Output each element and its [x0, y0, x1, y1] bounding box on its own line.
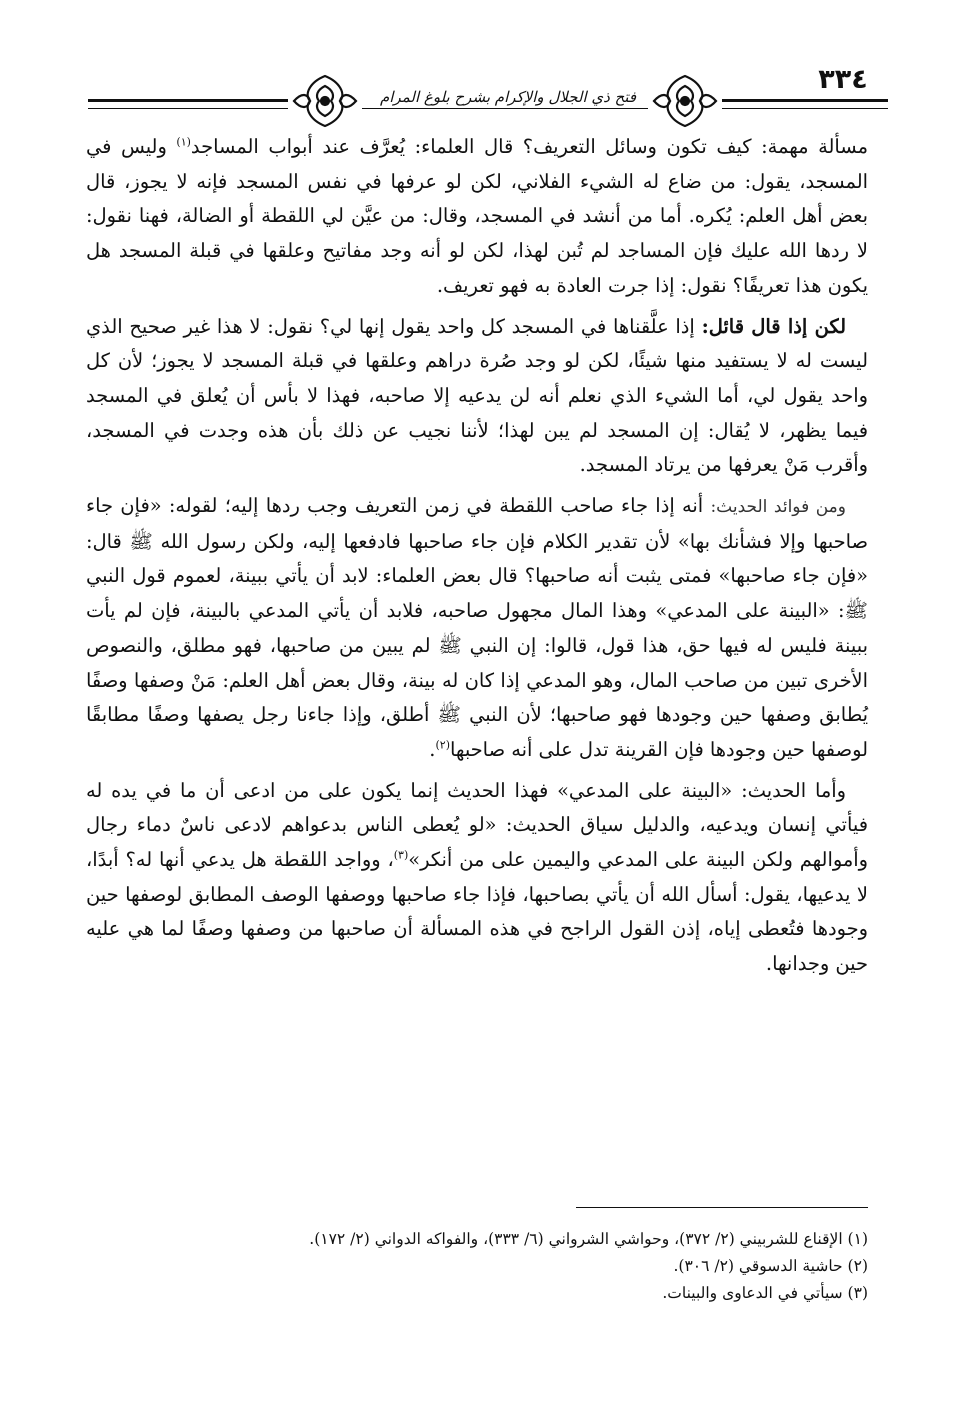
arabesque-ornament-icon [648, 70, 722, 132]
footnote-ref[interactable]: (٣) [393, 848, 409, 862]
paragraph [86, 774, 868, 982]
footnote-ref[interactable]: (٢) [435, 738, 450, 752]
footnote: (٢) حاشية الدسوقي (٢/ ٣٠٦). [673, 1257, 868, 1275]
main-text [86, 130, 868, 988]
paragraph-text-cont: وليس في المسجد، يقول: من ضاع له الشيء الفلاني، لكن لو عرفها في نفس المسجد فإنه لا يجوز، قال بعض أهل العلم: يُكره. أما من أنشد في المسجد، وقال: من عيَّن لي اللقطة أو الضالة، فهنا نقول: لا ردها الله عليك فإن المساجد لم تُبن لهذا، لكن لو أنه وجد مفاتيح وعلقها في قبلة المسجد هل يكون هذا تعريفًا؟ نقول: إذا جرت العادة به فهو تعريف. [86, 135, 868, 297]
paragraph-text-cont: . [429, 737, 436, 761]
footnote: (١) الإقناع للشربيني (٢/ ٣٧٢)، وحواشي الشرواني (٦/ ٣٣٣)، والفواكه الدواني (٢/ ١٧٢). [309, 1230, 868, 1248]
paragraph-text: إذا علَّقناها في المسجد كل واحد يقول إنها لي؟ نقول: لا هذا غير صحيح الذي ليست له لا يستفيد منها شيئًا، لكن لو وجد صُرة دراهم وعلقها في قبلة المسجد لا يجوز؛ لأن كل واحد يقول لي، أما الشيء الذي نعلم أنه لن يدعيه إلا صاحبه، فهذا لا بأس أن يُعلق في المسجد فيما يظهر، لا يُقال: إن المسجد لم يبن لهذا؛ لأننا نجيب عن ذلك بأن هذه وجدت في المسجد، وأقرب مَنْ يعرفها من يرتاد المسجد. [86, 314, 868, 477]
page-header [88, 58, 888, 128]
footnote-rule [576, 1207, 868, 1208]
arabesque-ornament-icon [288, 70, 362, 132]
page-number: ٣٣٤ [818, 64, 868, 95]
paragraph-text: أنه إذا جاء صاحب اللقطة في زمن التعريف وجب ردها إليه؛ لقوله: «فإن جاء صاحبها وإلا فشأنك بها» لأن تقدير الكلام فإن جاء صاحبها فادفعها إليه، ولكن رسول الله ﷺ قال: «فإن جاء صاحبها» فمتى يثبت أنه صاحبها؟ قال بعض العلماء: لابد أن يأتي ببينة، لعموم قول النبي ﷺ: «البينة على المدعي» وهذا المال مجهول صاحبه، فلابد أن يأتي المدعي بالبينة، فإن لم يأت ببينة فليس له فيها حق، هذا قول، قالوا: إن النبي ﷺ لم يبين من صاحبها، فهو مطلق، والنصوص الأخرى تبين من صاحب المال، وهو المدعي إذا كان له بينة، وقال بعض أهل العلم: مَنْ وصفها وصفًا يُطابق وصفها حين وجودها فهو صاحبها؛ لأن النبي ﷺ أطلق، وإذا جاءنا رجل يصفها وصفًا مطابقًا لوصفها حين وجودها فإن القرينة تدل على أنه صاحبها [86, 494, 868, 761]
paragraph [86, 489, 868, 768]
book-title: فتح ذي الجلال والإكرام بشرح بلوغ المرام [358, 86, 658, 108]
footnote-ref[interactable]: (١) [176, 135, 191, 149]
paragraph [86, 130, 868, 304]
paragraph-text: وأما الحديث: «البينة على المدعي» فهذا الحديث إنما يكون على من ادعى أن ما في يده له فيأتي إنسان ويدعيه، والدليل سياق الحديث: «لو يُعطى الناس بدعواهم لادعى ناسٌ دماء رجال وأموالهم ولكن البينة على المدعي واليمين على من أنكر» [86, 778, 869, 872]
footnote: (٣) سيأتي في الدعاوى والبينات. [662, 1284, 868, 1302]
paragraph-text-cont: ، وواجد اللقطة هل يدعي أنها له؟ أبدًا، لا يدعيها، يقول: أسأل الله أن يأتي بصاحبها، فإذا جاء صاحبها ووصفها الوصف المطابق لوصفها حين وجودها فتُعطى إياه، إذن القول الراجح في هذه المسألة أن صاحبها من وصفها وصفًا لما هي عليه حين وجدانها. [86, 848, 868, 976]
paragraph-lead: ومن فوائد الحديث: [710, 497, 846, 518]
footnotes [86, 1226, 868, 1307]
paragraph-lead: لكن إذا قال قائل: [701, 314, 846, 338]
paragraph-text: مسألة مهمة: كيف تكون وسائل التعريف؟ قال العلماء: يُعرَّف عند أبواب المساجد [190, 135, 868, 158]
paragraph [86, 310, 868, 484]
